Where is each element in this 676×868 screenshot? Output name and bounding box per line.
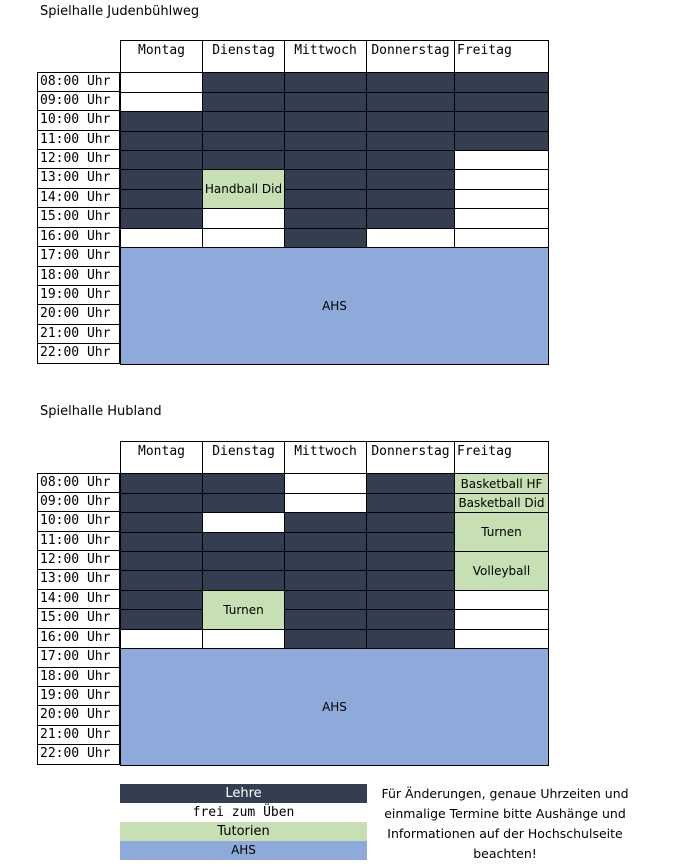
hall1-header-montag: Montag (120, 40, 202, 72)
hall1-slot-lehre (366, 92, 455, 112)
hall1-slot-lehre (366, 208, 455, 229)
hall1-slot-frei (202, 228, 285, 248)
hall1-slot-lehre (202, 111, 285, 132)
hall1-slot-lehre (202, 92, 285, 112)
hall1-slot-frei (454, 228, 549, 248)
hall1-slot-lehre (284, 92, 367, 112)
hall2-slot-frei (454, 609, 549, 630)
hall2-slot-lehre (202, 493, 285, 513)
hall2-slot-basketball-hf: Basketball HF (454, 473, 549, 494)
hall2-slot-lehre (202, 532, 285, 552)
legend-frei: frei zum Üben (120, 803, 367, 822)
hall1-slot-frei (454, 208, 549, 229)
hall1-header-donnerstag: Donnerstag (366, 40, 454, 72)
hall2-slot-volleyball: Volleyball (454, 551, 549, 591)
hall1-slot-frei (120, 228, 203, 248)
hall2-slot-lehre (120, 570, 203, 591)
hall2-slot-lehre (366, 590, 455, 610)
hall1-time: 14:00 Uhr (37, 189, 120, 208)
hall2-slot-lehre (120, 493, 203, 513)
hall1-time: 19:00 Uhr (37, 286, 120, 305)
hall2-slot-lehre (366, 512, 455, 533)
hall1-ahs-block: AHS (120, 247, 549, 365)
hall2-time: 08:00 Uhr (37, 473, 120, 493)
info-note (380, 784, 630, 864)
hall2-slot-lehre (284, 551, 367, 571)
hall1-slot-lehre (284, 208, 367, 229)
hall1-time: 18:00 Uhr (37, 267, 120, 286)
info-note-line: einmalige Termine bitte Aushänge und (384, 806, 626, 821)
hall1-slot-frei (120, 92, 203, 112)
hall1-slot-lehre (454, 72, 549, 93)
hall2-time: 20:00 Uhr (37, 706, 120, 726)
hall1-time: 10:00 Uhr (37, 111, 120, 131)
hall1-slot-lehre (120, 169, 203, 190)
hall1-time: 22:00 Uhr (37, 344, 120, 364)
hall1-slot-lehre (120, 189, 203, 209)
hall1-slot-lehre (366, 150, 455, 170)
hall1-slot-lehre (366, 131, 455, 151)
hall2-header-freitag: Freitag (454, 441, 549, 473)
hall2-slot-lehre (366, 629, 455, 649)
hall1-slot-lehre (454, 111, 549, 132)
hall2-slot-lehre (284, 629, 367, 649)
hall1-slot-lehre (284, 228, 367, 248)
hall1-slot-handball: Handball Did (202, 169, 285, 209)
hall1-time: 13:00 Uhr (37, 169, 120, 189)
hall2-slot-frei (284, 473, 367, 494)
hall2-time: 10:00 Uhr (37, 512, 120, 532)
hall1-slot-lehre (366, 189, 455, 209)
hall2-time: 17:00 Uhr (37, 648, 120, 668)
hall1-header-mittwoch: Mittwoch (284, 40, 366, 72)
hall1-time: 15:00 Uhr (37, 208, 120, 228)
hall2-slot-lehre (366, 473, 455, 494)
hall2-time: 14:00 Uhr (37, 590, 120, 609)
hall1-time: 21:00 Uhr (37, 325, 120, 344)
hall1-slot-lehre (284, 72, 367, 93)
hall2-header-dienstag: Dienstag (202, 441, 284, 473)
hall2-time: 19:00 Uhr (37, 687, 120, 706)
hall2-slot-lehre (284, 532, 367, 552)
hall2-slot-lehre (366, 551, 455, 571)
legend-tutorien: Tutorien (120, 822, 367, 841)
hall2-slot-lehre (284, 609, 367, 630)
hall2-slot-lehre (284, 512, 367, 533)
info-note-line: Für Änderungen, genaue Uhrzeiten und (381, 786, 629, 801)
hall2-slot-lehre (366, 609, 455, 630)
hall1-time: 16:00 Uhr (37, 228, 120, 247)
info-note-line: Informationen auf der Hochschulseite (387, 826, 623, 841)
hall2-time: 18:00 Uhr (37, 668, 120, 687)
hall2-slot-frei (454, 590, 549, 610)
hall2-time: 11:00 Uhr (37, 532, 120, 551)
hall1-slot-lehre (284, 169, 367, 190)
hall1-slot-frei (454, 189, 549, 209)
hall2-slot-turnen-freitag: Turnen (454, 512, 549, 552)
hall2-slot-frei (202, 512, 285, 533)
hall1-slot-lehre (454, 131, 549, 151)
hall1-slot-lehre (284, 111, 367, 132)
hall1-slot-lehre (366, 111, 455, 132)
hall1-slot-lehre (284, 189, 367, 209)
hall2-title: Spielhalle Hubland (40, 404, 162, 419)
hall2-slot-lehre (120, 590, 203, 610)
hall2-header-mittwoch: Mittwoch (284, 441, 366, 473)
hall1-title: Spielhalle Judenbühlweg (40, 4, 200, 19)
legend-lehre: Lehre (120, 784, 367, 803)
hall1-time: 09:00 Uhr (37, 92, 120, 111)
hall1-slot-lehre (284, 131, 367, 151)
hall1-time: 17:00 Uhr (37, 247, 120, 267)
hall2-time: 22:00 Uhr (37, 745, 120, 765)
hall2-time: 16:00 Uhr (37, 629, 120, 648)
hall1-slot-lehre (202, 150, 285, 170)
hall2-slot-frei (454, 629, 549, 649)
hall2-slot-lehre (202, 570, 285, 591)
hall1-slot-lehre (202, 131, 285, 151)
hall1-time: 08:00 Uhr (37, 72, 120, 92)
hall2-slot-lehre (366, 493, 455, 513)
hall2-time: 13:00 Uhr (37, 570, 120, 590)
hall2-slot-lehre (202, 551, 285, 571)
hall1-header-dienstag: Dienstag (202, 40, 284, 72)
hall2-slot-turnen-dienstag: Turnen (202, 590, 285, 630)
hall2-slot-lehre (120, 551, 203, 571)
hall1-slot-lehre (454, 92, 549, 112)
hall2-slot-frei (202, 629, 285, 649)
hall2-slot-lehre (120, 473, 203, 494)
hall1-time: 20:00 Uhr (37, 305, 120, 325)
hall2-slot-frei (284, 493, 367, 513)
hall2-time: 09:00 Uhr (37, 493, 120, 512)
hall2-slot-lehre (120, 512, 203, 533)
hall1-slot-lehre (284, 150, 367, 170)
hall1-time: 12:00 Uhr (37, 150, 120, 169)
hall2-slot-lehre (366, 532, 455, 552)
hall1-slot-frei (120, 72, 203, 93)
hall1-slot-frei (454, 150, 549, 170)
hall2-slot-lehre (284, 590, 367, 610)
hall2-time: 12:00 Uhr (37, 551, 120, 570)
hall1-slot-frei (454, 169, 549, 190)
hall1-slot-lehre (366, 169, 455, 190)
hall2-slot-lehre (284, 570, 367, 591)
hall2-time: 15:00 Uhr (37, 609, 120, 629)
hall2-slot-frei (120, 629, 203, 649)
hall1-slot-lehre (366, 72, 455, 93)
hall1-slot-lehre (120, 150, 203, 170)
hall2-slot-lehre (120, 532, 203, 552)
hall2-slot-lehre (202, 473, 285, 494)
hall1-slot-frei (366, 228, 455, 248)
hall2-header-donnerstag: Donnerstag (366, 441, 454, 473)
hall2-slot-lehre (120, 609, 203, 630)
hall2-ahs-block: AHS (120, 648, 549, 766)
hall2-slot-basketball-did: Basketball Did (454, 493, 549, 513)
hall1-slot-lehre (120, 208, 203, 229)
legend-ahs: AHS (120, 841, 367, 860)
hall1-slot-frei (202, 208, 285, 229)
hall1-slot-lehre (120, 131, 203, 151)
hall1-time: 11:00 Uhr (37, 131, 120, 150)
hall2-header-montag: Montag (120, 441, 202, 473)
info-note-line: beachten! (473, 846, 537, 861)
hall2-time: 21:00 Uhr (37, 726, 120, 745)
hall1-slot-lehre (202, 72, 285, 93)
hall2-slot-lehre (366, 570, 455, 591)
hall1-header-freitag: Freitag (454, 40, 549, 72)
hall1-slot-lehre (120, 111, 203, 132)
